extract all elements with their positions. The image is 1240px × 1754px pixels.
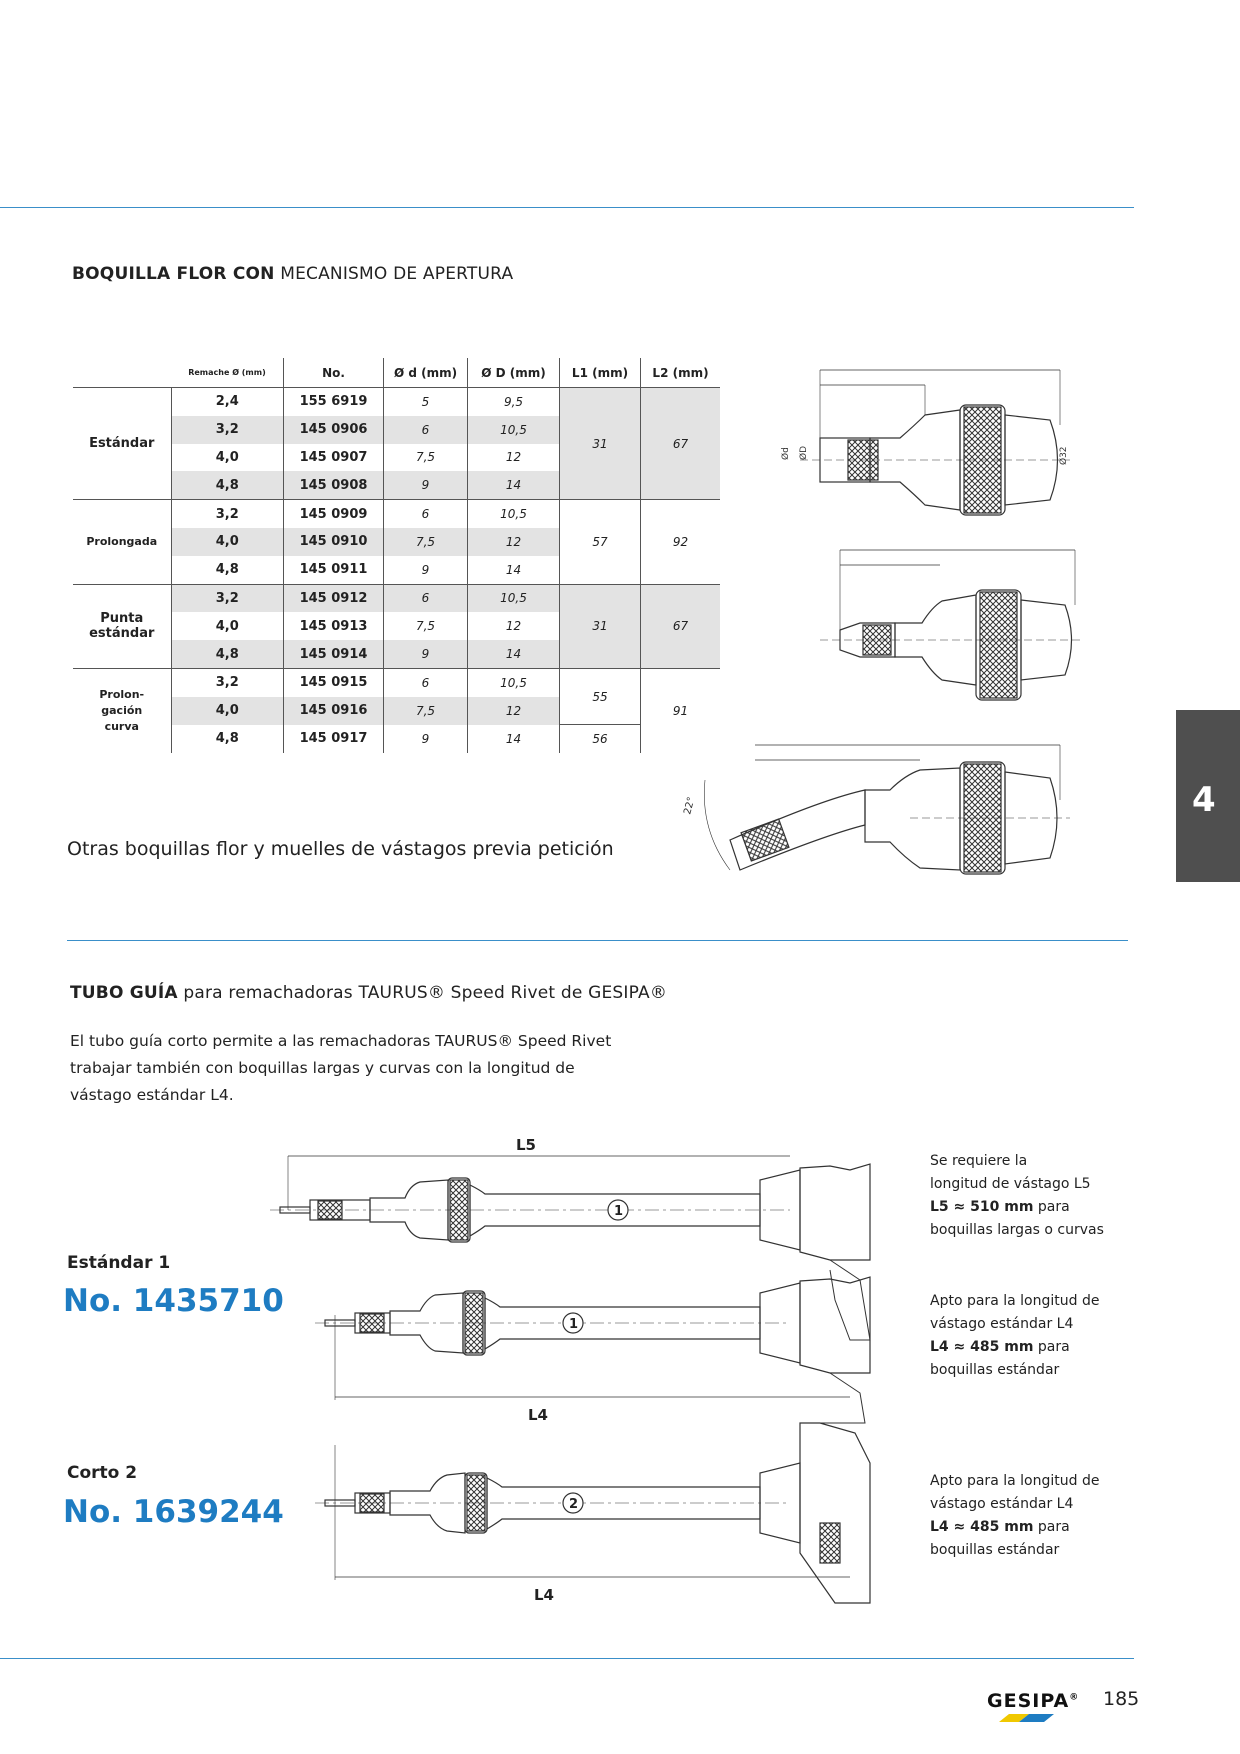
side-note-line: Se requiere la [930, 1153, 1028, 1169]
side-note-line: Apto para la longitud de [930, 1473, 1100, 1489]
table-row [73, 584, 720, 612]
cell: 9,5 [468, 388, 560, 416]
cell: 4,0 [171, 612, 284, 640]
section1-title [72, 264, 513, 284]
cell: 145 0911 [284, 556, 384, 584]
cell: 7,5 [384, 612, 468, 640]
cell: 2,4 [171, 388, 284, 416]
nozzle-drawings [660, 355, 1080, 915]
header-l1: L1 (mm) [560, 358, 641, 388]
chapter-tab[interactable] [1176, 710, 1240, 882]
cell-l1 [560, 500, 641, 584]
product2-label: Corto 2 [67, 1463, 138, 1483]
cell: 7,5 [384, 697, 468, 725]
cell: 145 0914 [284, 640, 384, 668]
cell: 3,2 [171, 500, 284, 528]
cell: 145 0916 [284, 697, 384, 725]
cell: 145 0908 [284, 471, 384, 499]
dim-l5: L5 [516, 1136, 536, 1154]
cell: 3,2 [171, 668, 284, 696]
tool-l5-drawing [270, 1136, 870, 1340]
cell: 10,5 [468, 416, 560, 444]
corner-header [73, 358, 171, 388]
cell: 6 [384, 416, 468, 444]
cell: 3,2 [171, 416, 284, 444]
side-note-line: Apto para la longitud de [930, 1293, 1100, 1309]
cell: 12 [468, 612, 560, 640]
cell: 155 6919 [284, 388, 384, 416]
side-note-line [930, 1516, 1099, 1539]
drawing-label-d: Ød [781, 447, 791, 460]
cell-l1 [560, 584, 641, 668]
paragraph-line: vástago estándar L4. [70, 1086, 234, 1104]
header-no: No. [284, 358, 384, 388]
nozzle-point-drawing [820, 550, 1080, 700]
tool-l4-standard-drawing [315, 1277, 870, 1423]
side-note-bold: L4 ≈ 485 mm [930, 1339, 1034, 1355]
side-note-rest: para [1033, 1199, 1070, 1215]
top-rule [0, 207, 1134, 208]
cell: 10,5 [468, 584, 560, 612]
gesipa-logo [987, 1690, 1079, 1712]
cell-l1 [560, 725, 641, 753]
logo-mark: ® [1069, 1692, 1080, 1703]
header-d: Ø d (mm) [384, 358, 468, 388]
cell: 7,5 [384, 444, 468, 472]
nozzle-standard-drawing [780, 370, 1070, 515]
product1-label: Estándar 1 [67, 1253, 171, 1273]
page-number: 185 [1103, 1688, 1140, 1710]
side-note-line: boquillas estándar [930, 1542, 1060, 1558]
cell: 12 [468, 444, 560, 472]
cell: 14 [468, 640, 560, 668]
cell: 145 0915 [284, 668, 384, 696]
header-rivet: Remache Ø (mm) [171, 358, 284, 388]
product2-number: No. 1639244 [63, 1494, 284, 1530]
cell-l1-value: 55 [592, 689, 608, 704]
cell: 9 [384, 556, 468, 584]
section1-title-bold: BOQUILLA FLOR CON [72, 264, 275, 284]
tool-short-drawing [315, 1423, 870, 1603]
cell: 4,0 [171, 444, 284, 472]
marker-2: 2 [569, 1497, 579, 1512]
cell-l1 [560, 388, 641, 500]
side-note-line: vástago estándar L4 [930, 1316, 1074, 1332]
cell-l1-value: 57 [592, 534, 608, 549]
product1-number: No. 1435710 [63, 1283, 284, 1319]
cell: 145 0907 [284, 444, 384, 472]
cell: 4,8 [171, 640, 284, 668]
side-note-line [930, 1336, 1099, 1359]
logo-stripe-icon [999, 1714, 1059, 1722]
cell-l2-value: 67 [672, 619, 689, 634]
table-row [73, 500, 720, 528]
cell: 145 0906 [284, 416, 384, 444]
dim-l4b: L4 [534, 1586, 554, 1604]
cell: 12 [468, 528, 560, 556]
section2-paragraph [70, 1028, 611, 1109]
drawing-label-angle: 22° [682, 795, 698, 816]
drawing-label-D: ØD [799, 445, 809, 460]
cell: 145 0912 [284, 584, 384, 612]
chapter-tab-number: 4 [1192, 780, 1216, 820]
section2-title [70, 983, 667, 1003]
side-note-line: vástago estándar L4 [930, 1496, 1074, 1512]
dim-l4-top [335, 1315, 850, 1424]
side-note-line [930, 1196, 1104, 1219]
paragraph-line: El tubo guía corto permite a las remachadoras TAURUS® Speed Rivet [70, 1032, 612, 1050]
cell: 9 [384, 471, 468, 499]
cell: 3,2 [171, 584, 284, 612]
group-label [73, 668, 171, 752]
dim-l4: L4 [528, 1406, 548, 1424]
mid-rule [67, 940, 1128, 941]
side-note-3 [930, 1470, 1099, 1562]
cell: 6 [384, 500, 468, 528]
side-note-rest: para [1033, 1519, 1070, 1535]
cell: 12 [468, 697, 560, 725]
cell: 14 [468, 725, 560, 753]
guide-tube-drawings [270, 1130, 910, 1630]
side-note-2 [930, 1290, 1099, 1382]
cell: 9 [384, 725, 468, 753]
cell: 145 0913 [284, 612, 384, 640]
cell: 10,5 [468, 668, 560, 696]
drawing-label-32: Ø32 [1059, 446, 1069, 465]
cell: 14 [468, 556, 560, 584]
table-row [73, 668, 720, 696]
side-note-line: boquillas estándar [930, 1362, 1060, 1378]
header-l2: L2 (mm) [641, 358, 721, 388]
cell: 145 0910 [284, 528, 384, 556]
cell: 4,8 [171, 725, 284, 753]
cell: 4,8 [171, 556, 284, 584]
cell: 4,0 [171, 697, 284, 725]
side-note-line: longitud de vástago L5 [930, 1176, 1091, 1192]
group-label [73, 584, 171, 668]
cell: 6 [384, 584, 468, 612]
cell-l2-value: 67 [672, 436, 689, 451]
dim-l4-bottom [335, 1445, 850, 1604]
cell-l1 [560, 668, 641, 724]
cell-l1-value: 31 [592, 436, 608, 451]
cell: 7,5 [384, 528, 468, 556]
header-D: Ø D (mm) [468, 358, 560, 388]
group-label: Prolongada [73, 500, 171, 584]
cell-l1-value: 56 [592, 731, 608, 746]
logo-text: GESIPA [987, 1690, 1070, 1712]
side-note-line: boquillas largas o curvas [930, 1222, 1104, 1238]
marker-1b: 1 [569, 1317, 579, 1332]
paragraph-line: trabajar también con boquillas largas y curvas con la longitud de [70, 1059, 575, 1077]
spec-table [73, 358, 720, 753]
cell: 145 0917 [284, 725, 384, 753]
cell: 9 [384, 640, 468, 668]
cell: 145 0909 [284, 500, 384, 528]
group-label-text: Prolon-gación curva [99, 687, 145, 733]
nozzle-curved-drawing [682, 745, 1070, 874]
side-note-bold: L5 ≈ 510 mm [930, 1199, 1034, 1215]
section1-title-rest: MECANISMO DE APERTURA [274, 264, 514, 284]
note-text: Otras boquillas flor y muelles de vástagos previa petición [67, 838, 614, 860]
side-note-1 [930, 1150, 1104, 1242]
cell: 10,5 [468, 500, 560, 528]
cell: 4,0 [171, 528, 284, 556]
table-row [73, 725, 720, 753]
section2-title-rest: para remachadoras TAURUS® Speed Rivet de GESIPA® [177, 983, 668, 1003]
section2-title-bold: TUBO GUÍA [70, 983, 178, 1003]
group-label-text: Punta estándar [89, 611, 155, 642]
side-note-bold: L4 ≈ 485 mm [930, 1519, 1034, 1535]
cell-l2-value: 92 [672, 534, 689, 549]
cell-l1-value: 31 [592, 619, 608, 634]
cell: 14 [468, 471, 560, 499]
group-label: Estándar [73, 388, 171, 500]
marker-1: 1 [614, 1204, 624, 1219]
cell: 4,8 [171, 471, 284, 499]
cell: 5 [384, 388, 468, 416]
cell-l2-value: 91 [672, 703, 689, 718]
footer-rule [0, 1658, 1134, 1659]
cell: 6 [384, 668, 468, 696]
side-note-rest: para [1033, 1339, 1070, 1355]
table-row [73, 388, 720, 416]
